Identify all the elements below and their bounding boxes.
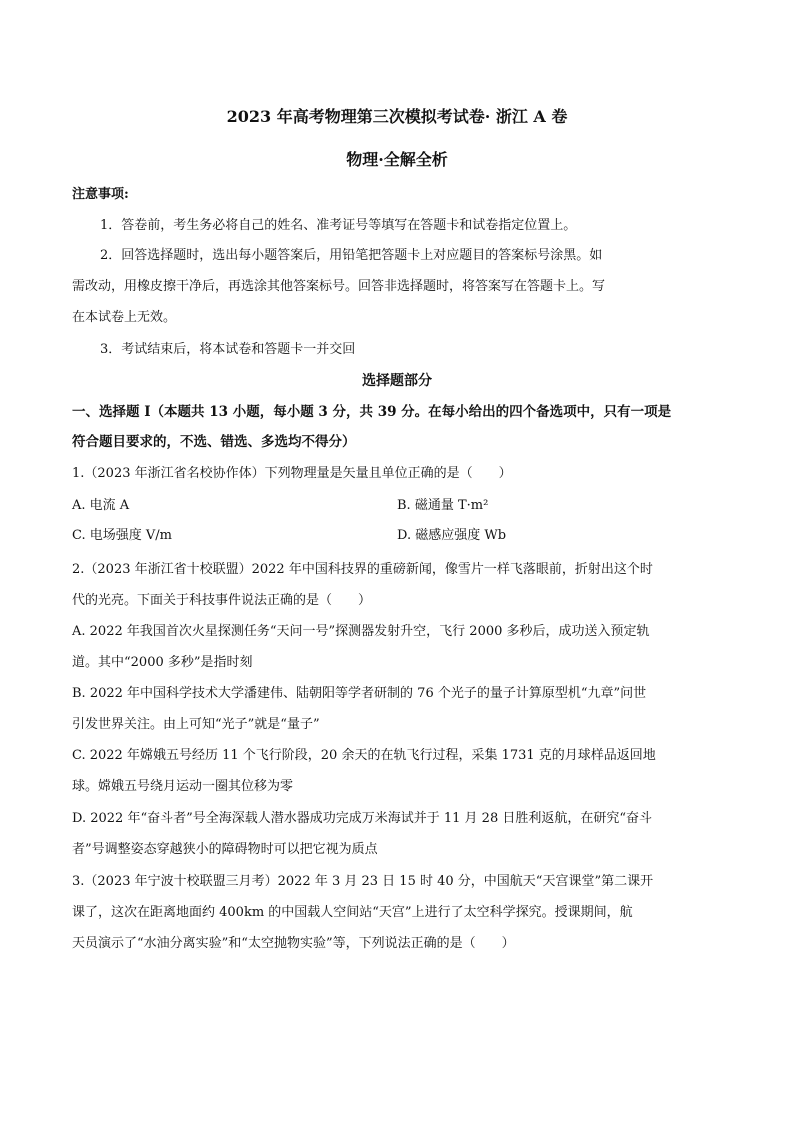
page-title: 2023 年高考物理第三次模拟考试卷· 浙江 A 卷 xyxy=(226,107,568,126)
q1-stem: 1.（2023 年浙江省名校协作体）下列物理量是矢量且单位正确的是（ ） xyxy=(72,466,512,481)
q2-option-b-line-1: B. 2022 年中国科学技术大学潘建伟、陆朝阳等学者研制的 76 个光子的量子计算原型机“九章”问世 xyxy=(72,686,647,701)
q2-option-a-line-1: A. 2022 年我国首次火星探测任务“天问一号”探测器发射升空，飞行 2000 多秒后，成功送入预定轨 xyxy=(72,624,650,639)
q3-stem-line-2: 课了，这次在距离地面约 400km 的中国载人空间站“天宫”上进行了太空科学探究。授课期间，航 xyxy=(72,905,633,920)
q2-stem-line-1: 2.（2023 年浙江省十校联盟）2022 年中国科技界的重磅新闻，像雪片一样飞落眼前，折射出这个时 xyxy=(72,562,653,577)
q2-option-a-line-2: 道。其中“2000 多秒”是指时刻 xyxy=(72,655,253,670)
notice-item-2-line-1: 2．回答选择题时，选出每小题答案后，用铅笔把答题卡上对应题目的答案标号涂黑。如 xyxy=(100,248,603,263)
q2-option-d-line-1: D. 2022 年“奋斗者”号全海深载人潜水器成功完成万米海试并于 11 月 28 日胜利返航，在研究“奋斗 xyxy=(72,811,652,826)
part1-instruction-line-2: 符合题目要求的，不选、错选、多选均不得分） xyxy=(72,434,356,450)
page-subtitle: 物理·全解全析 xyxy=(346,150,448,169)
part1-instruction-line-1: 一、选择题 I（本题共 13 小题，每小题 3 分，共 39 分。在每小给出的四个备选项中，只有一项是 xyxy=(72,404,672,420)
q2-stem-line-2: 代的光亮。下面关于科技事件说法正确的是（ ） xyxy=(72,593,372,608)
q3-stem-line-3: 天员演示了“水油分离实验”和“太空抛物实验”等，下列说法正确的是（ ） xyxy=(72,936,515,951)
notice-item-2-line-2: 需改动，用橡皮擦干净后，再选涂其他答案标号。回答非选择题时，将答案写在答题卡上。写 xyxy=(72,279,606,294)
q1-option-d: D. 磁感应强度 Wb xyxy=(397,528,507,543)
q2-option-d-line-2: 者”号调整姿态穿越狭小的障碍物时可以把它视为质点 xyxy=(72,842,378,857)
notice-item-1: 1．答卷前，考生务必将自己的姓名、准考证号等填写在答题卡和试卷指定位置上。 xyxy=(100,218,577,233)
q1-option-b: B. 磁通量 T·m² xyxy=(397,498,489,513)
notice-heading: 注意事项: xyxy=(72,187,129,202)
q1-option-a: A. 电流 A xyxy=(72,498,130,513)
q1-option-c: C. 电场强度 V/m xyxy=(72,528,172,543)
q3-stem-line-1: 3.（2023 年宁波十校联盟三月考）2022 年 3 月 23 日 15 时 40 分，中国航天“天宫课堂”第二课开 xyxy=(72,874,654,889)
q2-option-b-line-2: 引发世界关注。由上可知“光子”就是“量子” xyxy=(72,717,320,732)
notice-item-2-line-3: 在本试卷上无效。 xyxy=(72,310,177,325)
q2-option-c-line-1: C. 2022 年嫦娥五号经历 11 个飞行阶段，20 余天的在轨飞行过程，采集 1731 克的月球样品返回地 xyxy=(72,748,656,763)
section-title: 选择题部分 xyxy=(362,373,432,389)
notice-item-3: 3．考试结束后，将本试卷和答题卡一并交回 xyxy=(100,342,356,357)
q2-option-c-line-2: 球。嫦娥五号绕月运动一圈其位移为零 xyxy=(72,779,294,794)
